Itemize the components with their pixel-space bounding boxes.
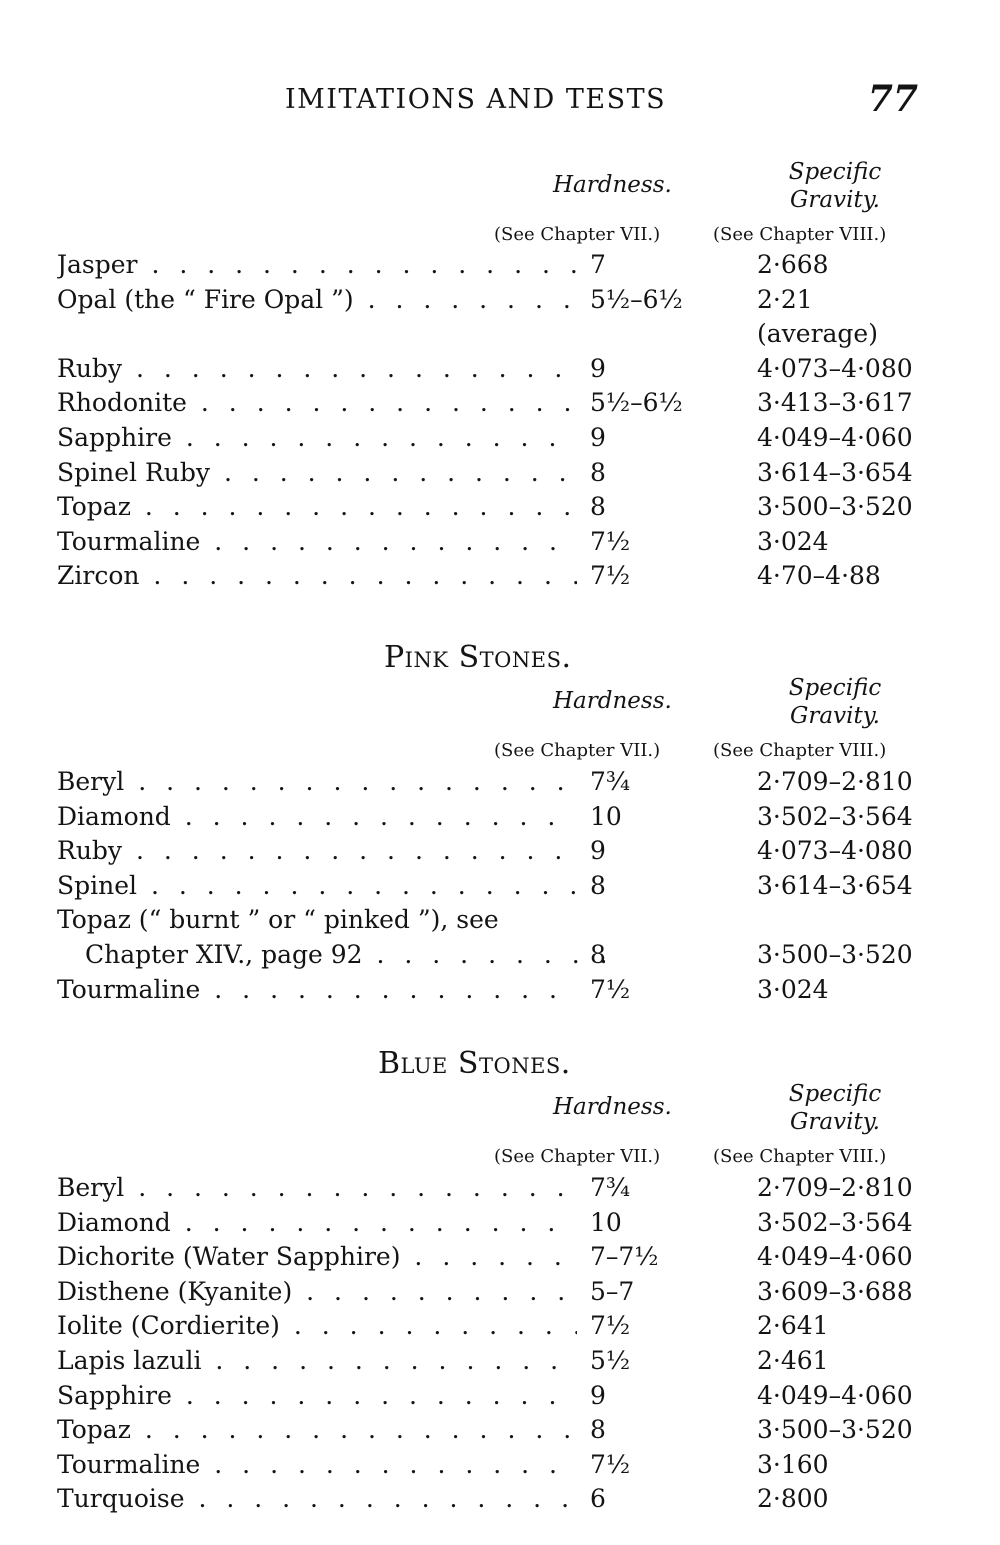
table-row xyxy=(0,525,1000,560)
specific-gravity-value: 4·049–4·060 xyxy=(757,1380,913,1410)
section1-table xyxy=(0,248,1000,594)
stone-name: Beryl . . . xyxy=(57,765,577,800)
title-word-1: Pink xyxy=(384,640,449,675)
section-title-pink-stones xyxy=(384,640,572,675)
specific-gravity-value: 2·668 xyxy=(757,250,829,279)
hardness-value: 9 xyxy=(590,422,606,452)
stone-name: Ruby . . . xyxy=(57,834,577,869)
specific-gravity-value: 3·502–3·564 xyxy=(757,801,913,831)
stone-name: Tourmaline . . . xyxy=(57,525,577,560)
hardness-value: 8 xyxy=(590,457,606,487)
hardness-value: 9 xyxy=(590,836,606,866)
table-row xyxy=(0,317,1000,352)
table-row xyxy=(0,421,1000,456)
title-word-2: Stones. xyxy=(458,640,572,675)
section-title-blue-stones xyxy=(378,1046,571,1081)
table-row xyxy=(0,1344,1000,1379)
stone-name: Rhodonite . . . xyxy=(57,386,577,421)
table-row xyxy=(0,973,1000,1008)
hardness-value: 5½–6½ xyxy=(590,284,683,314)
table-row xyxy=(0,765,1000,800)
specific-gravity-value: 2·461 xyxy=(757,1345,829,1375)
specific-gravity-value: 2·641 xyxy=(757,1311,829,1341)
hardness-value: 8 xyxy=(590,1415,606,1445)
stone-name: Iolite (Cordierite) . . . xyxy=(57,1309,577,1344)
specific-gravity-value: 3·024 xyxy=(757,526,829,556)
table-row xyxy=(0,1379,1000,1414)
table-row xyxy=(0,938,1000,973)
table-row xyxy=(0,559,1000,594)
hardness-value: 8 xyxy=(590,870,606,900)
stone-name: Beryl . . . xyxy=(57,1171,577,1206)
stone-name: Disthene (Kyanite) . . . xyxy=(57,1275,577,1310)
table-row xyxy=(0,386,1000,421)
stone-name: Tourmaline . . . xyxy=(57,973,577,1008)
specific-gravity-value: 2·21 xyxy=(757,284,813,314)
table-row xyxy=(0,869,1000,904)
hardness-value: 5–7 xyxy=(590,1276,635,1306)
hardness-value: 7½ xyxy=(590,526,631,556)
table-row xyxy=(0,352,1000,387)
blue-stones-table xyxy=(0,1171,1000,1517)
hardness-column-heading: Hardness. xyxy=(553,1094,672,1120)
specific-gravity-value: 2·709–2·810 xyxy=(757,767,913,796)
specific-gravity-value: 3·500–3·520 xyxy=(757,492,913,522)
stone-name: Diamond . . . xyxy=(57,1206,577,1241)
hardness-value: 7½ xyxy=(590,561,631,591)
table-row xyxy=(0,1448,1000,1483)
specific-gravity-value: 4·073–4·080 xyxy=(757,836,913,866)
hardness-column-heading: Hardness. xyxy=(553,172,672,198)
stone-name: Opal (the “ Fire Opal ”) . . . xyxy=(57,283,577,318)
specific-gravity-column-heading xyxy=(770,158,900,214)
title-word-2: Stones. xyxy=(457,1046,571,1081)
hardness-value: 7–7½ xyxy=(590,1242,659,1272)
table-row xyxy=(0,248,1000,283)
hardness-value: 7¾ xyxy=(590,767,631,796)
table-row xyxy=(0,456,1000,491)
stone-name: Dichorite (Water Sapphire) . . . xyxy=(57,1240,577,1275)
stone-name: Topaz (“ burnt ” or “ pinked ”), see xyxy=(57,905,499,935)
stone-name: Ruby . . . xyxy=(57,352,577,387)
table-row xyxy=(0,1482,1000,1517)
specific-gravity-value: 3·502–3·564 xyxy=(757,1207,913,1237)
hardness-value: 8 xyxy=(590,939,606,969)
stone-name: Diamond . . . xyxy=(57,800,577,835)
specific-gravity-value: 3·609–3·688 xyxy=(757,1276,913,1306)
hardness-value: 5½–6½ xyxy=(590,388,683,418)
table-row xyxy=(0,1275,1000,1310)
hardness-column-heading: Hardness. xyxy=(553,688,672,714)
sg-chapter-note: (See Chapter VIII.) xyxy=(713,740,887,761)
hardness-value: 7¾ xyxy=(590,1173,631,1202)
specific-gravity-value: 3·500–3·520 xyxy=(757,1415,913,1445)
table-row xyxy=(0,490,1000,525)
hardness-value: 6 xyxy=(590,1484,606,1514)
hardness-value: 7½ xyxy=(590,974,631,1004)
hardness-value: 10 xyxy=(590,801,622,831)
running-head: IMITATIONS AND TESTS xyxy=(285,84,667,115)
specific-gravity-value: 4·073–4·080 xyxy=(757,353,913,383)
hardness-value: 7 xyxy=(590,250,606,279)
table-row xyxy=(0,834,1000,869)
stone-name: Spinel Ruby . . . xyxy=(57,456,577,491)
table-row xyxy=(0,1413,1000,1448)
hardness-value: 7½ xyxy=(590,1449,631,1479)
stone-name: Lapis lazuli . . . xyxy=(57,1344,577,1379)
sg-heading-line2: Gravity. xyxy=(790,703,880,729)
specific-gravity-value: 3·500–3·520 xyxy=(757,939,913,969)
specific-gravity-value: 3·614–3·654 xyxy=(757,457,913,487)
stone-name: Jasper . . . xyxy=(57,248,577,283)
specific-gravity-value: 2·709–2·810 xyxy=(757,1173,913,1202)
hardness-value: 7½ xyxy=(590,1311,631,1341)
pink-stones-table xyxy=(0,765,1000,1007)
hardness-value: 10 xyxy=(590,1207,622,1237)
specific-gravity-value: 3·614–3·654 xyxy=(757,870,913,900)
stone-name: Chapter XIV., page 92 . . . xyxy=(85,938,605,973)
table-row xyxy=(0,1171,1000,1206)
specific-gravity-value: 3·160 xyxy=(757,1449,829,1479)
stone-name: Turquoise . . . xyxy=(57,1482,577,1517)
specific-gravity-value: 3·413–3·617 xyxy=(757,388,913,418)
table-row xyxy=(0,1240,1000,1275)
title-word-1: Blue xyxy=(378,1046,448,1081)
sg-heading-line1: Specific xyxy=(788,675,882,701)
specific-gravity-column-heading xyxy=(770,674,900,730)
stone-name: Sapphire . . . xyxy=(57,421,577,456)
sg-heading-line2: Gravity. xyxy=(790,187,880,213)
sg-heading-line1: Specific xyxy=(788,159,882,185)
stone-name: Tourmaline . . . xyxy=(57,1448,577,1483)
stone-name: Topaz . . . xyxy=(57,490,577,525)
stone-name: Spinel . . . xyxy=(57,869,577,904)
table-row xyxy=(0,1309,1000,1344)
table-row xyxy=(0,800,1000,835)
hardness-value: 9 xyxy=(590,1380,606,1410)
specific-gravity-value: 4·049–4·060 xyxy=(757,422,913,452)
specific-gravity-value: 4·049–4·060 xyxy=(757,1242,913,1272)
specific-gravity-value: 4·70–4·88 xyxy=(757,561,881,591)
sg-heading-line2: Gravity. xyxy=(790,1109,880,1135)
hardness-value: 8 xyxy=(590,492,606,522)
hardness-value: 5½ xyxy=(590,1345,631,1375)
table-row xyxy=(0,283,1000,318)
stone-name: Sapphire . . . xyxy=(57,1379,577,1414)
table-row xyxy=(0,903,1000,938)
sg-heading-line1: Specific xyxy=(788,1081,882,1107)
hardness-chapter-note: (See Chapter VII.) xyxy=(494,1146,661,1167)
page-number: 77 xyxy=(867,78,918,120)
stone-name: Topaz . . . xyxy=(57,1413,577,1448)
stone-name: Zircon . . . xyxy=(57,559,577,594)
specific-gravity-value: 2·800 xyxy=(757,1484,829,1514)
hardness-chapter-note: (See Chapter VII.) xyxy=(494,224,661,245)
specific-gravity-value: 3·024 xyxy=(757,974,829,1004)
table-row xyxy=(0,1206,1000,1241)
hardness-value: 9 xyxy=(590,353,606,383)
specific-gravity-value: (average) xyxy=(757,319,878,349)
sg-chapter-note: (See Chapter VIII.) xyxy=(713,224,887,245)
sg-chapter-note: (See Chapter VIII.) xyxy=(713,1146,887,1167)
hardness-chapter-note: (See Chapter VII.) xyxy=(494,740,661,761)
specific-gravity-column-heading xyxy=(770,1080,900,1136)
